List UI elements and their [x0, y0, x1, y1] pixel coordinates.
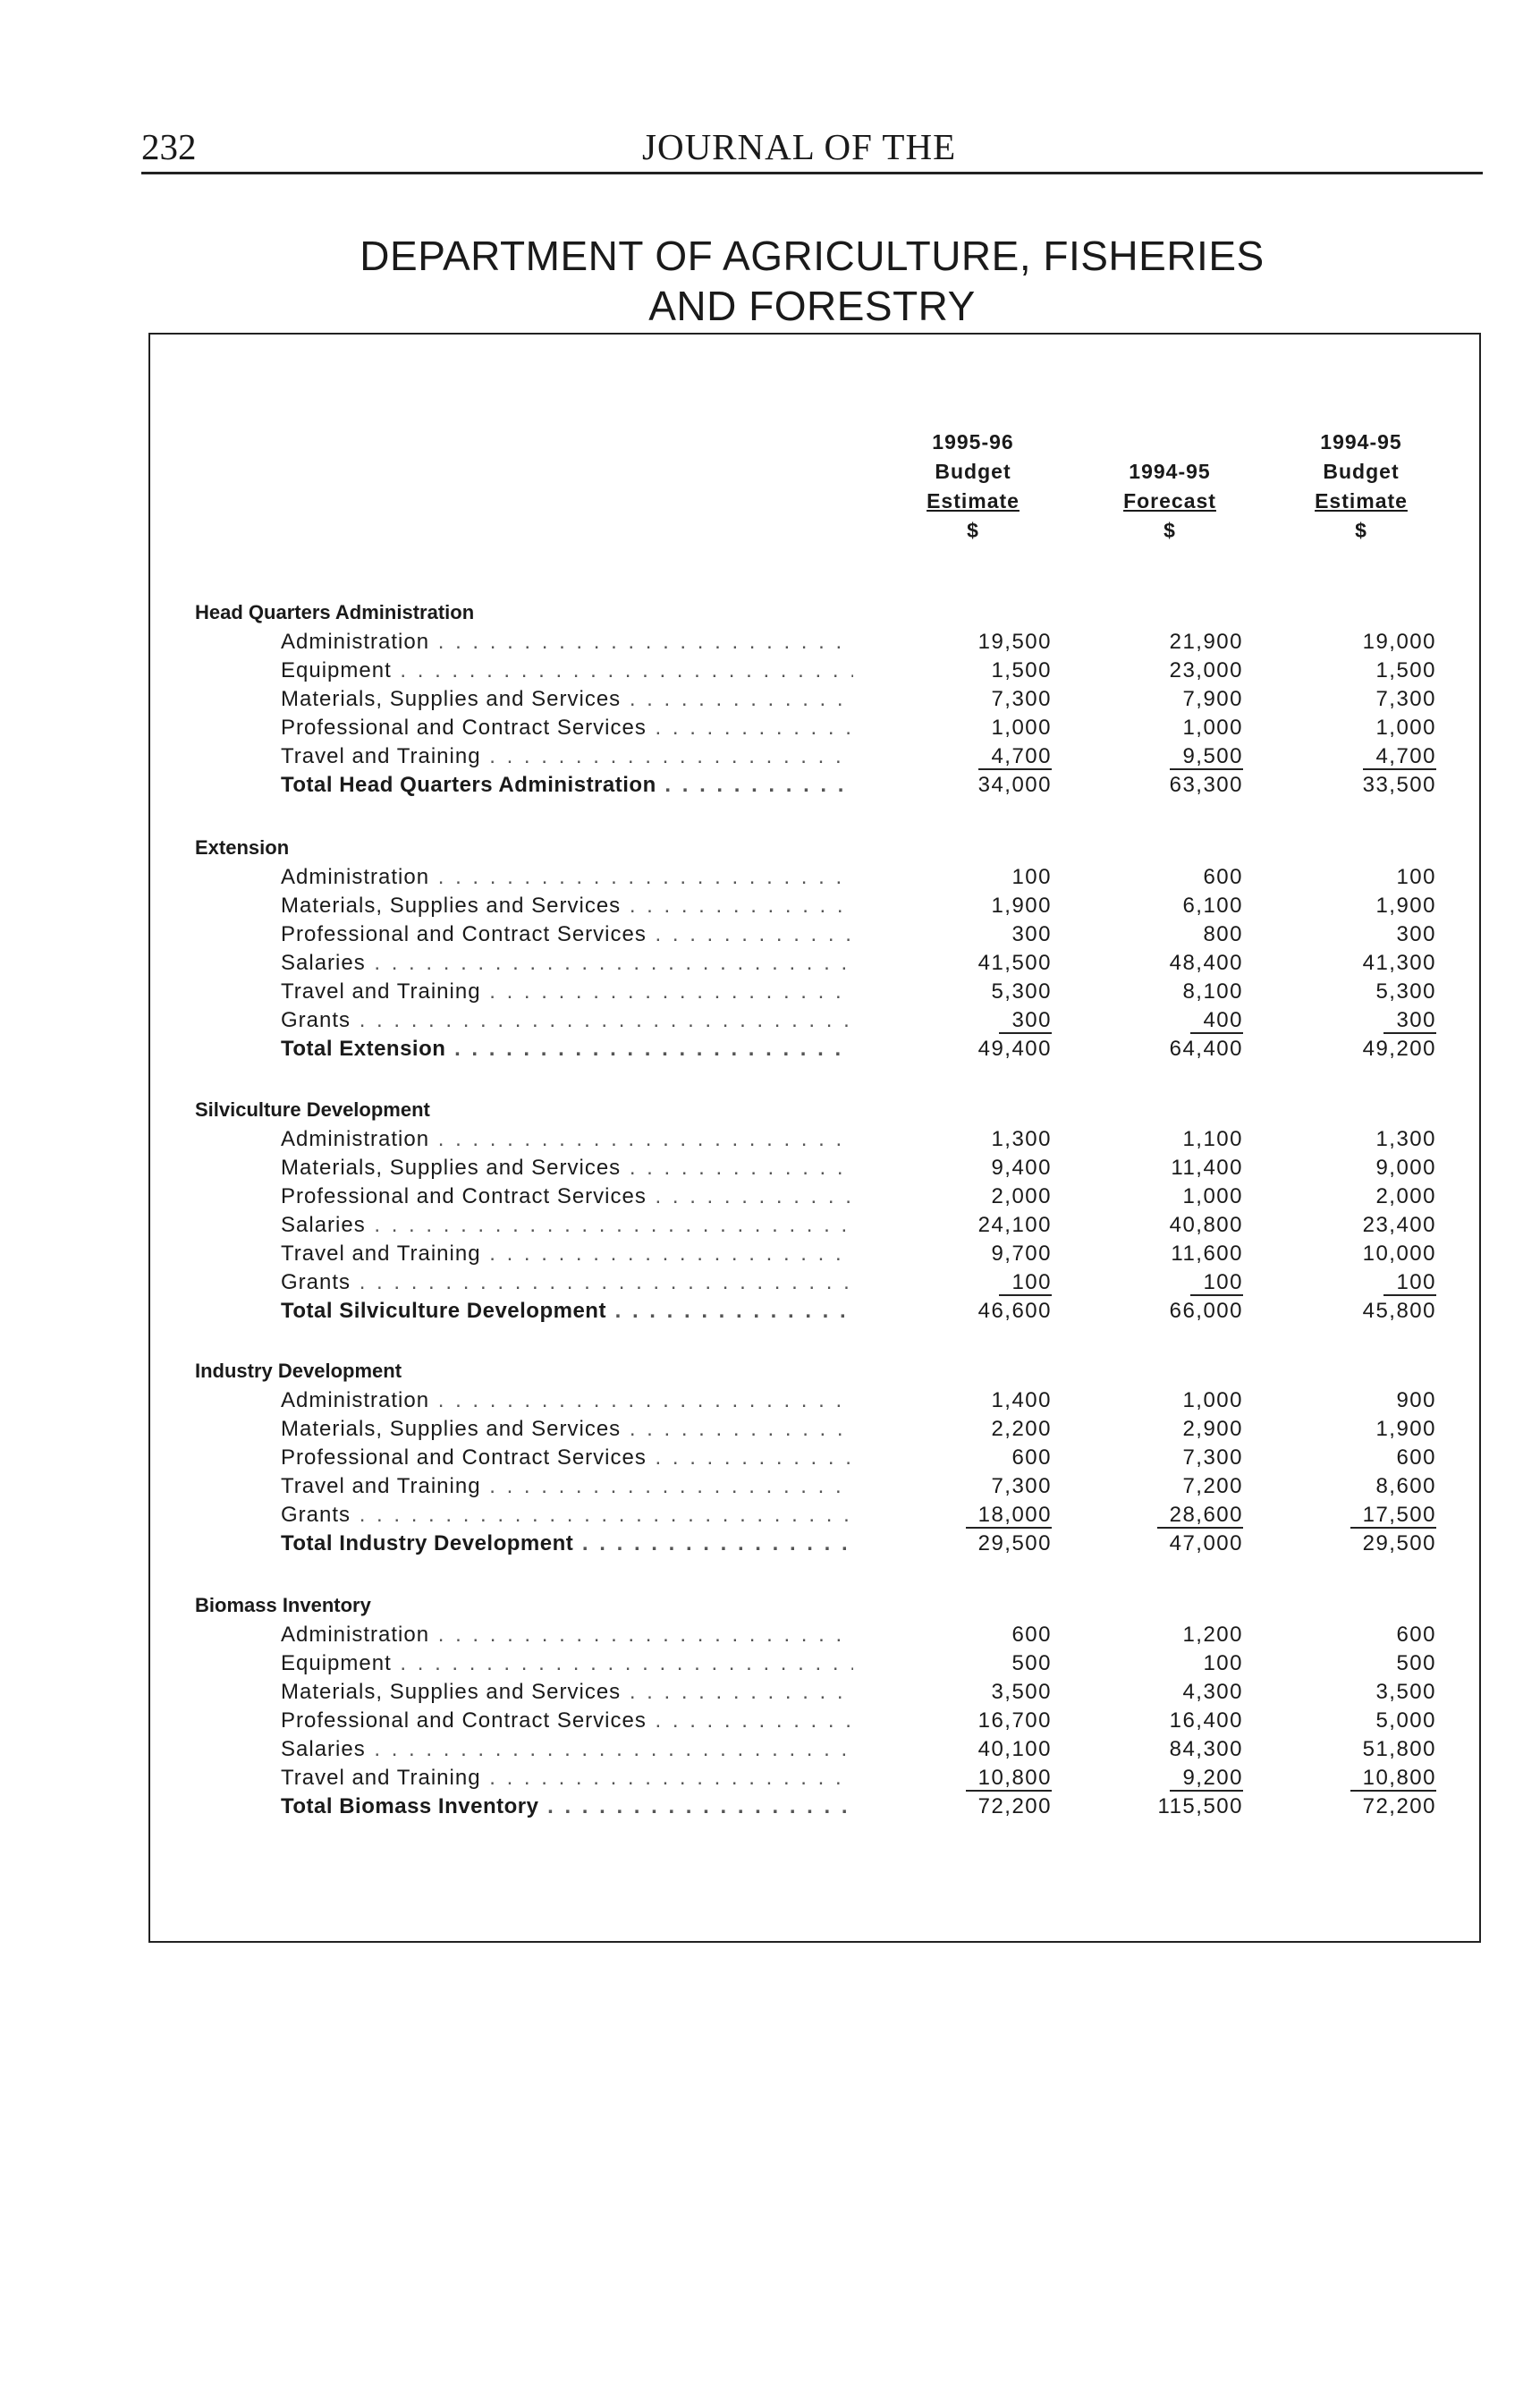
table-row [0, 630, 1540, 658]
table-row [0, 1651, 1540, 1680]
column-header-line: Estimate [927, 489, 1020, 513]
table-row [0, 922, 1540, 951]
value-1994-95-forecast: 2,900 [1182, 1417, 1243, 1441]
value-1994-95-forecast: 1,200 [1182, 1623, 1243, 1647]
table-row [0, 951, 1540, 979]
column-header-line: Forecast [1123, 489, 1216, 513]
row-label: Salaries [281, 1213, 366, 1237]
value-1995-96-estimate: 600 [1011, 1623, 1052, 1647]
value-1994-95-estimate: 600 [1396, 1623, 1436, 1647]
column-header-1995-96-budget-estimate [875, 428, 1071, 546]
value-1995-96-estimate: 40,100 [977, 1737, 1052, 1761]
row-label: Equipment [281, 658, 392, 682]
column-header-line: Budget [935, 460, 1011, 483]
section-title: Silviculture Development [195, 1098, 430, 1121]
total-row [0, 773, 1540, 801]
row-label: Administration [281, 1127, 430, 1151]
value-1995-96-estimate: 41,500 [977, 951, 1052, 975]
total-1995-96-estimate: 46,600 [977, 1299, 1052, 1323]
value-1994-95-forecast: 84,300 [1169, 1737, 1243, 1761]
table-row [0, 1127, 1540, 1156]
value-1994-95-forecast: 48,400 [1169, 951, 1243, 975]
row-label: Materials, Supplies and Services [281, 894, 622, 918]
value-1994-95-forecast: 100 [1190, 1270, 1243, 1296]
total-label: Total Silviculture Development [281, 1299, 606, 1323]
total-1994-95-forecast: 64,400 [1169, 1037, 1243, 1061]
value-1994-95-forecast: 800 [1203, 922, 1243, 946]
journal-title: JOURNAL OF THE [642, 126, 957, 167]
value-1995-96-estimate: 10,800 [966, 1766, 1052, 1792]
value-1995-96-estimate: 24,100 [977, 1213, 1052, 1237]
row-label: Professional and Contract Services [281, 1708, 647, 1733]
table-row [0, 1766, 1540, 1794]
value-1994-95-estimate: 3,500 [1375, 1680, 1436, 1704]
row-label: Grants [281, 1503, 351, 1527]
total-row [0, 1531, 1540, 1560]
value-1994-95-estimate: 1,900 [1375, 894, 1436, 918]
value-1995-96-estimate: 500 [1011, 1651, 1052, 1675]
value-1994-95-forecast: 400 [1190, 1008, 1243, 1034]
column-header-line: Estimate [1315, 489, 1408, 513]
section-title: Head Quarters Administration [195, 601, 475, 623]
row-label: Materials, Supplies and Services [281, 1417, 622, 1441]
value-1994-95-forecast: 4,300 [1182, 1680, 1243, 1704]
value-1995-96-estimate: 100 [1011, 865, 1052, 889]
row-label: Materials, Supplies and Services [281, 1680, 622, 1704]
value-1994-95-estimate: 4,700 [1363, 744, 1436, 770]
column-header-line: Budget [1323, 460, 1400, 483]
value-1994-95-forecast: 11,400 [1171, 1156, 1243, 1180]
row-label: Administration [281, 630, 430, 654]
total-1995-96-estimate: 34,000 [977, 773, 1052, 797]
value-1994-95-estimate: 500 [1396, 1651, 1436, 1675]
total-1994-95-forecast: 66,000 [1169, 1299, 1243, 1323]
value-1994-95-forecast: 1,100 [1182, 1127, 1243, 1151]
value-1995-96-estimate: 18,000 [966, 1503, 1052, 1529]
value-1995-96-estimate: 1,900 [991, 894, 1052, 918]
value-1994-95-estimate: 5,300 [1375, 979, 1436, 1004]
value-1994-95-forecast: 28,600 [1157, 1503, 1243, 1529]
value-1994-95-forecast: 7,300 [1182, 1445, 1243, 1470]
value-1995-96-estimate: 7,300 [991, 687, 1052, 711]
value-1994-95-forecast: 6,100 [1182, 894, 1243, 918]
value-1995-96-estimate: 2,200 [991, 1417, 1052, 1441]
table-row [0, 979, 1540, 1008]
row-label: Professional and Contract Services [281, 716, 647, 740]
title-line-2: AND FORESTRY [648, 283, 976, 329]
column-header-line [1071, 428, 1268, 457]
row-label: Grants [281, 1270, 351, 1294]
total-row [0, 1794, 1540, 1823]
value-1994-95-forecast: 1,000 [1182, 1184, 1243, 1208]
column-header-line: 1994-95 [1129, 460, 1211, 483]
value-1994-95-estimate: 51,800 [1362, 1737, 1436, 1761]
value-1994-95-forecast: 1,000 [1182, 716, 1243, 740]
table-row [0, 1737, 1540, 1766]
value-1994-95-forecast: 9,200 [1170, 1766, 1243, 1792]
value-1994-95-estimate: 600 [1396, 1445, 1436, 1470]
row-label: Equipment [281, 1651, 392, 1675]
value-1994-95-estimate: 1,300 [1375, 1127, 1436, 1151]
value-1994-95-forecast: 8,100 [1182, 979, 1243, 1004]
row-label: Salaries [281, 1737, 366, 1761]
value-1994-95-forecast: 23,000 [1169, 658, 1243, 682]
value-1995-96-estimate: 1,500 [991, 658, 1052, 682]
page-number: 232 [141, 126, 197, 167]
value-1994-95-forecast: 9,500 [1170, 744, 1243, 770]
table-row [0, 1008, 1540, 1037]
value-1995-96-estimate: 4,700 [978, 744, 1052, 770]
total-1994-95-estimate: 72,200 [1362, 1794, 1436, 1818]
section-title: Biomass Inventory [195, 1594, 371, 1616]
row-label: Administration [281, 1623, 430, 1647]
value-1995-96-estimate: 1,000 [991, 716, 1052, 740]
row-label: Travel and Training [281, 979, 481, 1004]
total-1994-95-forecast: 63,300 [1169, 773, 1243, 797]
table-row [0, 1388, 1540, 1417]
row-label: Travel and Training [281, 1474, 481, 1498]
row-label: Professional and Contract Services [281, 1184, 647, 1208]
total-1995-96-estimate: 29,500 [977, 1531, 1052, 1555]
value-1994-95-forecast: 16,400 [1169, 1708, 1243, 1733]
value-1994-95-estimate: 19,000 [1362, 630, 1436, 654]
table-row [0, 1680, 1540, 1708]
value-1994-95-forecast: 21,900 [1169, 630, 1243, 654]
value-1995-96-estimate: 300 [1011, 922, 1052, 946]
table-row [0, 1242, 1540, 1270]
row-label: Travel and Training [281, 1766, 481, 1790]
row-label: Administration [281, 865, 430, 889]
table-row [0, 1445, 1540, 1474]
running-head [141, 125, 1483, 170]
department-title [141, 231, 1483, 331]
value-1994-95-estimate: 8,600 [1375, 1474, 1436, 1498]
value-1994-95-forecast: 600 [1203, 865, 1243, 889]
section-title: Extension [195, 836, 290, 859]
row-label: Travel and Training [281, 744, 481, 768]
value-1994-95-estimate: 1,000 [1375, 716, 1436, 740]
row-label: Salaries [281, 951, 366, 975]
header-rule [141, 172, 1483, 174]
total-1994-95-estimate: 29,500 [1362, 1531, 1436, 1555]
value-1994-95-estimate: 100 [1383, 1270, 1436, 1296]
title-line-1: DEPARTMENT OF AGRICULTURE, FISHERIES [360, 233, 1265, 279]
total-1994-95-estimate: 49,200 [1362, 1037, 1436, 1061]
value-1994-95-estimate: 9,000 [1375, 1156, 1436, 1180]
table-row [0, 658, 1540, 687]
value-1994-95-estimate: 300 [1396, 922, 1436, 946]
section-title: Industry Development [195, 1360, 402, 1382]
value-1995-96-estimate: 9,400 [991, 1156, 1052, 1180]
value-1994-95-estimate: 23,400 [1362, 1213, 1436, 1237]
row-label: Travel and Training [281, 1242, 481, 1266]
table-row [0, 1270, 1540, 1299]
table-row [0, 1156, 1540, 1184]
total-1995-96-estimate: 49,400 [977, 1037, 1052, 1061]
value-1995-96-estimate: 600 [1011, 1445, 1052, 1470]
total-1995-96-estimate: 72,200 [977, 1794, 1052, 1818]
value-1994-95-forecast: 40,800 [1169, 1213, 1243, 1237]
value-1994-95-estimate: 1,500 [1375, 658, 1436, 682]
value-1994-95-estimate: 900 [1396, 1388, 1436, 1412]
table-row [0, 1184, 1540, 1213]
total-row [0, 1037, 1540, 1065]
table-row [0, 1474, 1540, 1503]
table-row [0, 687, 1540, 716]
column-header-line: 1995-96 [932, 430, 1014, 453]
value-1994-95-estimate: 100 [1396, 865, 1436, 889]
value-1995-96-estimate: 1,300 [991, 1127, 1052, 1151]
total-label: Total Head Quarters Administration [281, 773, 656, 797]
column-header-1994-95-forecast [1071, 428, 1268, 546]
table-row [0, 1623, 1540, 1651]
table-row [0, 1708, 1540, 1737]
table-row [0, 894, 1540, 922]
value-1994-95-estimate: 10,800 [1350, 1766, 1436, 1792]
row-label: Professional and Contract Services [281, 922, 647, 946]
column-header-unit: $ [1355, 519, 1367, 542]
value-1995-96-estimate: 300 [999, 1008, 1052, 1034]
table-row [0, 744, 1540, 773]
value-1994-95-estimate: 5,000 [1375, 1708, 1436, 1733]
row-label: Materials, Supplies and Services [281, 1156, 622, 1180]
value-1995-96-estimate: 1,400 [991, 1388, 1052, 1412]
row-label: Professional and Contract Services [281, 1445, 647, 1470]
value-1995-96-estimate: 2,000 [991, 1184, 1052, 1208]
value-1994-95-estimate: 10,000 [1362, 1242, 1436, 1266]
column-header-unit: $ [967, 519, 979, 542]
total-1994-95-estimate: 33,500 [1362, 773, 1436, 797]
value-1995-96-estimate: 7,300 [991, 1474, 1052, 1498]
value-1994-95-forecast: 7,900 [1182, 687, 1243, 711]
value-1994-95-forecast: 7,200 [1182, 1474, 1243, 1498]
table-row [0, 1417, 1540, 1445]
value-1995-96-estimate: 16,700 [977, 1708, 1052, 1733]
value-1994-95-forecast: 11,600 [1171, 1242, 1243, 1266]
table-row [0, 1503, 1540, 1531]
total-row [0, 1299, 1540, 1327]
row-label: Grants [281, 1008, 351, 1032]
total-label: Total Industry Development [281, 1531, 574, 1555]
table-row [0, 716, 1540, 744]
value-1994-95-estimate: 7,300 [1375, 687, 1436, 711]
column-header-line: 1994-95 [1320, 430, 1402, 453]
table-row [0, 1213, 1540, 1242]
value-1995-96-estimate: 9,700 [991, 1242, 1052, 1266]
value-1994-95-forecast: 1,000 [1182, 1388, 1243, 1412]
row-label: Materials, Supplies and Services [281, 687, 622, 711]
value-1994-95-forecast: 100 [1203, 1651, 1243, 1675]
total-1994-95-estimate: 45,800 [1362, 1299, 1436, 1323]
value-1994-95-estimate: 17,500 [1350, 1503, 1436, 1529]
value-1994-95-estimate: 2,000 [1375, 1184, 1436, 1208]
row-label: Administration [281, 1388, 430, 1412]
value-1994-95-estimate: 41,300 [1362, 951, 1436, 975]
value-1995-96-estimate: 100 [999, 1270, 1052, 1296]
total-1994-95-forecast: 47,000 [1169, 1531, 1243, 1555]
value-1995-96-estimate: 19,500 [977, 630, 1052, 654]
table-row [0, 865, 1540, 894]
value-1994-95-estimate: 300 [1383, 1008, 1436, 1034]
total-1994-95-forecast: 115,500 [1157, 1794, 1243, 1818]
total-label: Total Biomass Inventory [281, 1794, 539, 1818]
value-1995-96-estimate: 5,300 [991, 979, 1052, 1004]
column-header-unit: $ [1163, 519, 1176, 542]
value-1994-95-estimate: 1,900 [1375, 1417, 1436, 1441]
value-1995-96-estimate: 3,500 [991, 1680, 1052, 1704]
total-label: Total Extension [281, 1037, 446, 1061]
column-header-1994-95-budget-estimate [1263, 428, 1460, 546]
